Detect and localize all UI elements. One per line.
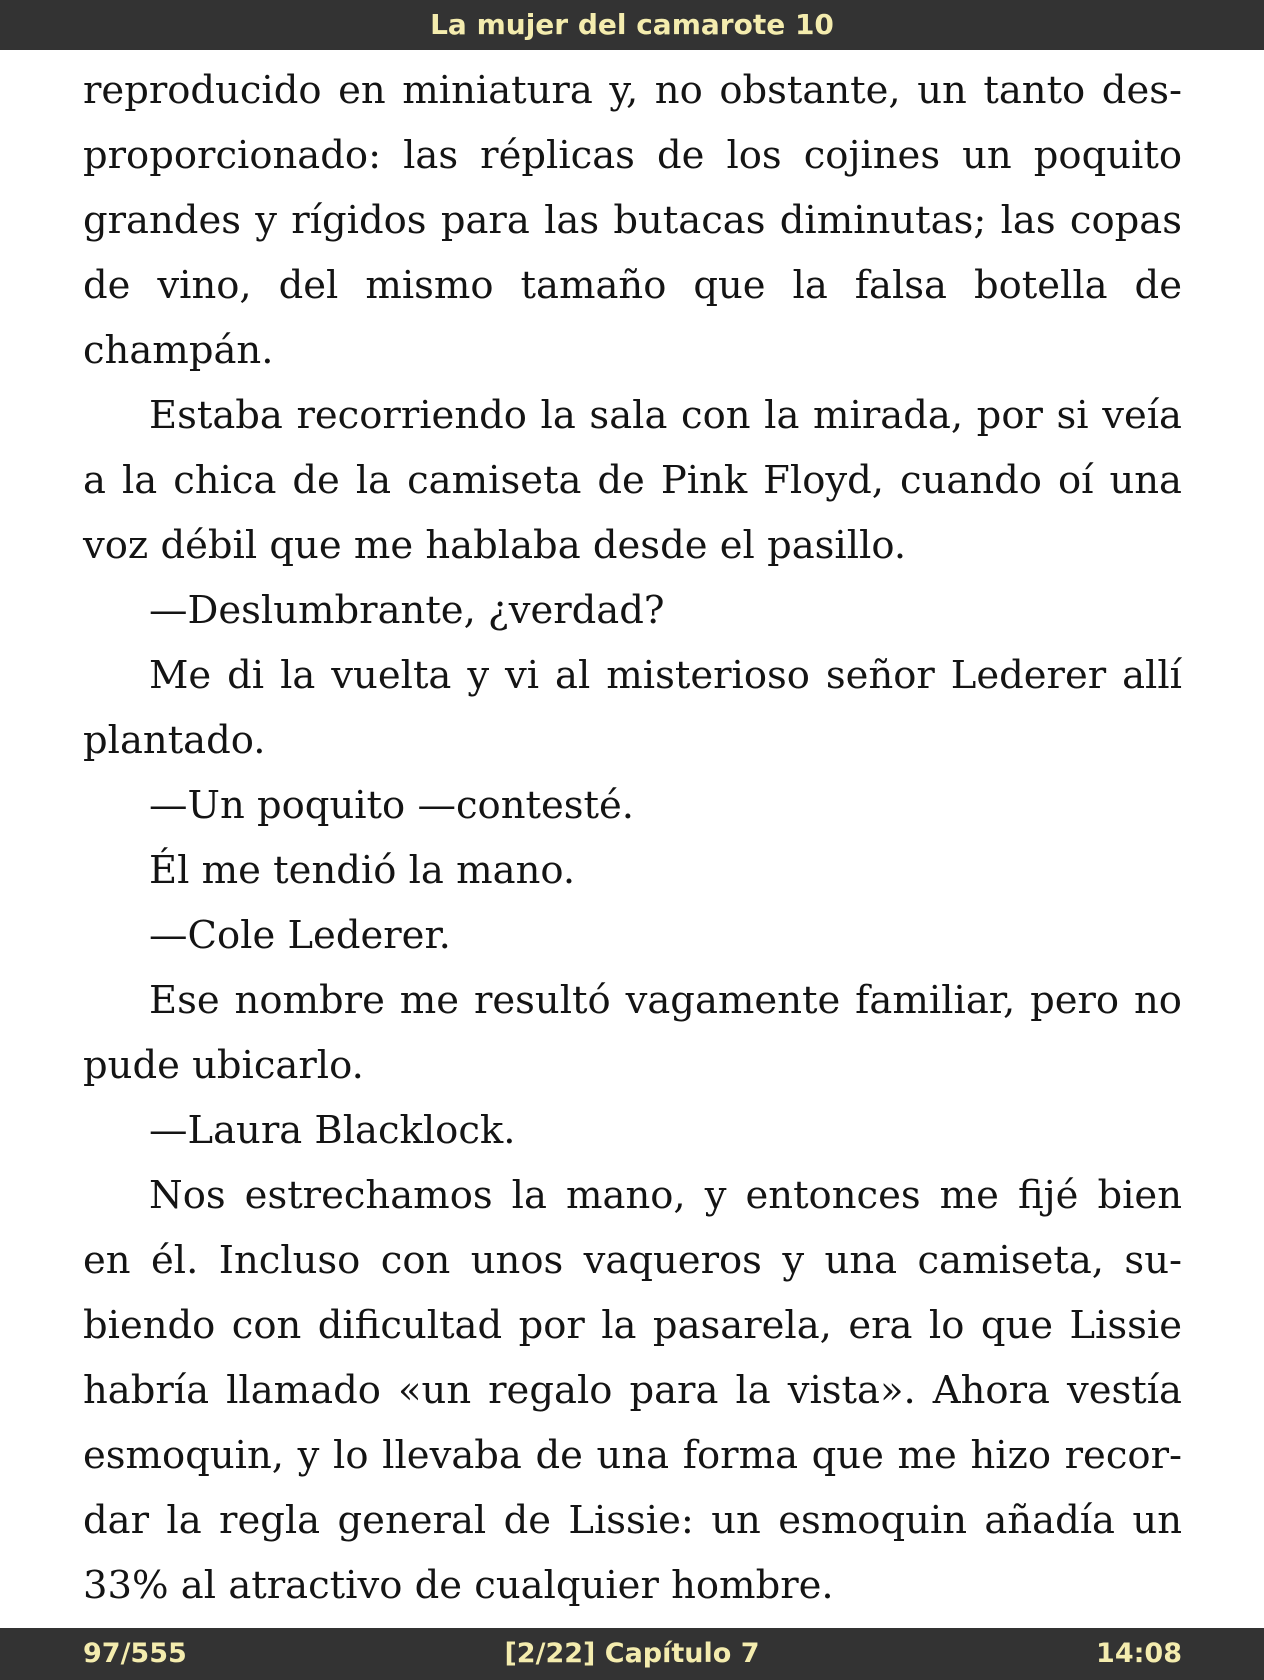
text-line: champán. xyxy=(83,328,274,373)
text-line: —Laura Blacklock. xyxy=(149,1108,516,1153)
text-line: en él. Incluso con unos vaqueros y una camiseta, su- xyxy=(83,1238,1182,1283)
text-line: esmoquin, y lo llevaba de una forma que me hizo recor- xyxy=(83,1433,1182,1478)
book-title-bar[interactable] xyxy=(0,0,1264,50)
text-line: Estaba recorriendo la sala con la mirada, por si veía xyxy=(149,393,1182,438)
text-line: dar la regla general de Lissie: un esmoquin añadía un xyxy=(83,1498,1182,1543)
text-line: Ese nombre me resultó vagamente familiar, pero no xyxy=(149,978,1182,1023)
page-text[interactable] xyxy=(83,58,1182,1618)
text-line: habría llamado «un regalo para la vista». Ahora vestía xyxy=(83,1368,1182,1413)
text-line: de vino, del mismo tamaño que la falsa botella de xyxy=(83,263,1182,308)
text-line: biendo con dificultad por la pasarela, era lo que Lissie xyxy=(83,1303,1182,1348)
text-line: 33% al atractivo de cualquier hombre. xyxy=(83,1563,834,1608)
text-line: pude ubicarlo. xyxy=(83,1043,364,1088)
text-line: —Cole Lederer. xyxy=(149,913,451,958)
text-line: —Deslumbrante, ¿verdad? xyxy=(149,588,665,633)
text-line: a la chica de la camiseta de Pink Floyd, cuando oí una xyxy=(83,458,1182,503)
text-line: Él me tendió la mano. xyxy=(149,848,576,893)
status-bar[interactable] xyxy=(0,1628,1264,1680)
text-line: reproducido en miniatura y, no obstante, un tanto des- xyxy=(83,68,1182,113)
text-line: plantado. xyxy=(83,718,266,763)
text-line: voz débil que me hablaba desde el pasillo. xyxy=(83,523,907,568)
text-line: proporcionado: las réplicas de los cojines un poquito xyxy=(83,133,1182,178)
book-title: La mujer del camarote 10 xyxy=(430,8,834,41)
text-line: Nos estrechamos la mano, y entonces me fijé bien xyxy=(149,1173,1182,1218)
page-indicator: 97/555 xyxy=(83,1638,187,1669)
clock: 14:08 xyxy=(1096,1638,1182,1669)
text-line: —Un poquito —contesté. xyxy=(149,783,634,828)
chapter-indicator[interactable]: [2/22] Capítulo 7 xyxy=(504,1638,760,1669)
text-line: grandes y rígidos para las butacas diminutas; las copas xyxy=(83,198,1182,243)
text-line: Me di la vuelta y vi al misterioso señor Lederer allí xyxy=(149,653,1182,698)
